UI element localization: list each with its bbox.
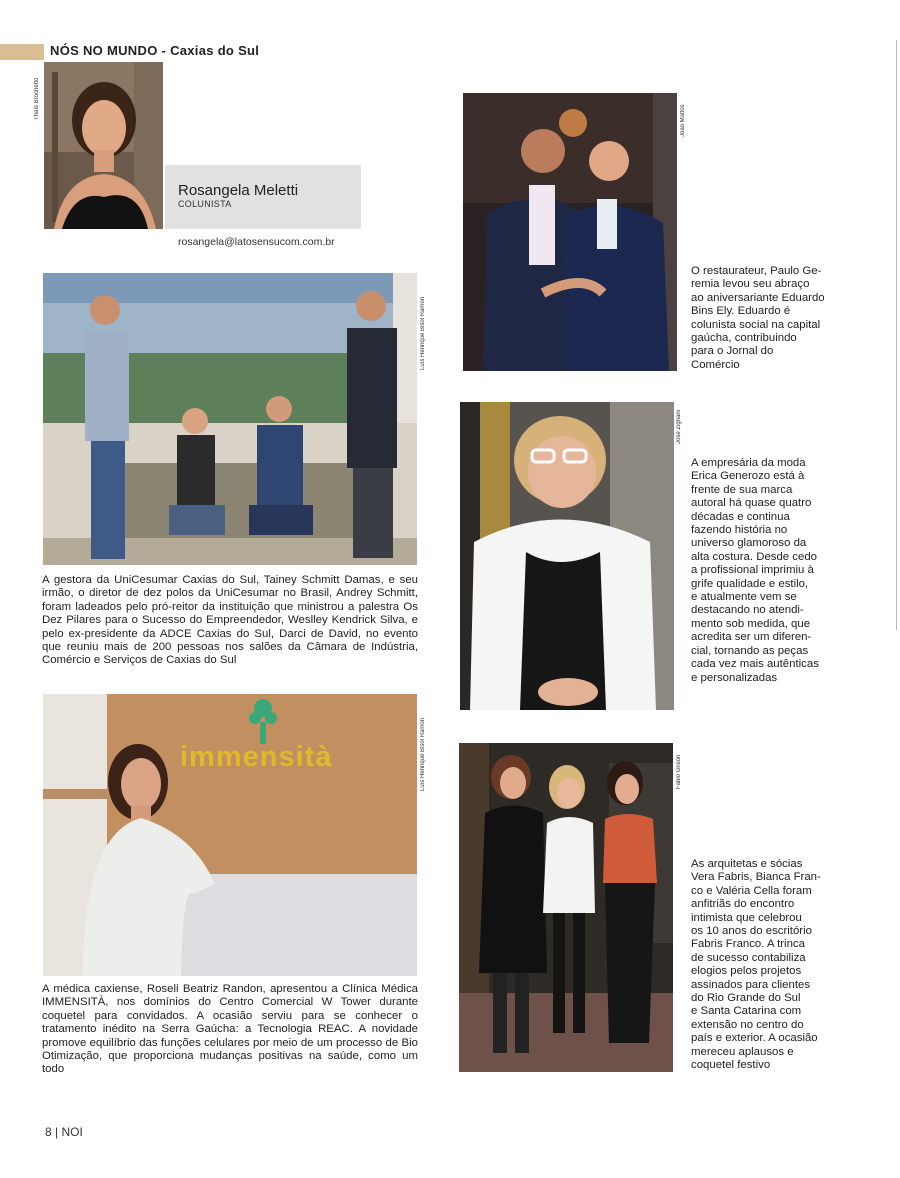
caption-immensita: A médica caxiense, Roseli Beatriz Randon, apresentou a Clínica Médica IMMENSITÀ, nos domínios do Centro Comercial W Tower durante coquetel para convidados. A ocasião serviu para se conhecer o tratamento inédito na Serra Gaúcha: a Tecnologia REAC. A novidade promove equilíbrio das funções celulares por meio de um processo de Bio Otimização, que proporciona mudanças positivas na saúde, como um todo [42,983,418,1076]
page-edge-rule [896,40,897,630]
photo-credit-2: Luís Henrique Bisol Ramon [420,717,426,791]
caption-unicesumar: A gestora da UniCesumar Caxias do Sul, Tainey Schmitt Damas, e seu irmão, o diretor de dez polos da UniCesumar no Brasil, Andrey Schmitt, foram ladeados pelo pró-reitor da instituição que ministrou a palestra Os Dez Pilares para o Sucesso do Empreendedor, Weslley Kendrick Silva, e pelo ex-presidente da ADCE Caxias do Sul, Darci de David, no evento que reuniu mais de 200 pessoas nos salões da Câmara de Indústria, Comércio e Serviços de Caxias do Sul [42,574,418,667]
columnist-portrait [44,62,163,229]
section-title: NÓS NO MUNDO - Caxias do Sul [50,43,260,58]
photo-fashion-designer [460,402,674,710]
caption-architects: As arquitetas e sócias Vera Fabris, Bianca Fran- co e Valéria Cella foram anfitriãs do encontro intimista que celebrou os 10 anos do escritório Fabris Franco. A trinca de sucesso contabiliza elogios pelos projetos assinados para clientes do Rio Grande do Sul e Santa Catarina com extensão no centro do país e exterior. A ocasião mereceu aplausos e coquetel festivo [691,858,821,1072]
photo-credit-5: Fabio Grison [676,754,682,789]
photo-immensita-doctor [43,694,417,976]
photo-credit-columnist: Thaís Brochetto [34,77,40,120]
footer-divider: | [55,1125,59,1139]
photo-restaurateur-embrace [463,93,677,371]
columnist-name: Rosangela Meletti [178,182,299,199]
photo-credit-4: José Zignani [676,409,682,444]
page-number: 8 [45,1125,52,1139]
immensita-sign: immensità [180,741,333,773]
photo-credit-1: Luís Henrique Bisol Ramon [420,296,426,370]
photo-credit-3: João Mattos [680,104,686,137]
section-accent-tab [0,44,44,60]
page-footer [45,1125,83,1139]
photo-unicesumar-group [43,273,417,565]
columnist-role: COLUNISTA [178,199,232,209]
columnist-email[interactable]: rosangela@latosensucom.com.br [178,236,335,248]
photo-architects [459,743,673,1072]
caption-fashion-designer: A empresária da moda Erica Generozo está à frente de sua marca autoral há quase quatro décadas e continua fazendo história no universo glamoroso da alta costura. Desde cedo a profissional imprimiu à grife qualidade e estilo, e atualmente vem se destacando no atendi- mento sob medida, que acredita ser um diferen- cial, tornando as peças cada vez mais autênticas e personalizadas [691,457,819,684]
caption-restaurateur: O restaurateur, Paulo Ge- remia levou seu abraço ao aniversariante Eduardo Bins Ely. Eduardo é colunista social na capital gaúcha, contribuindo para o Jornal do Comércio [691,265,825,371]
magazine-name: NOI [61,1125,83,1139]
